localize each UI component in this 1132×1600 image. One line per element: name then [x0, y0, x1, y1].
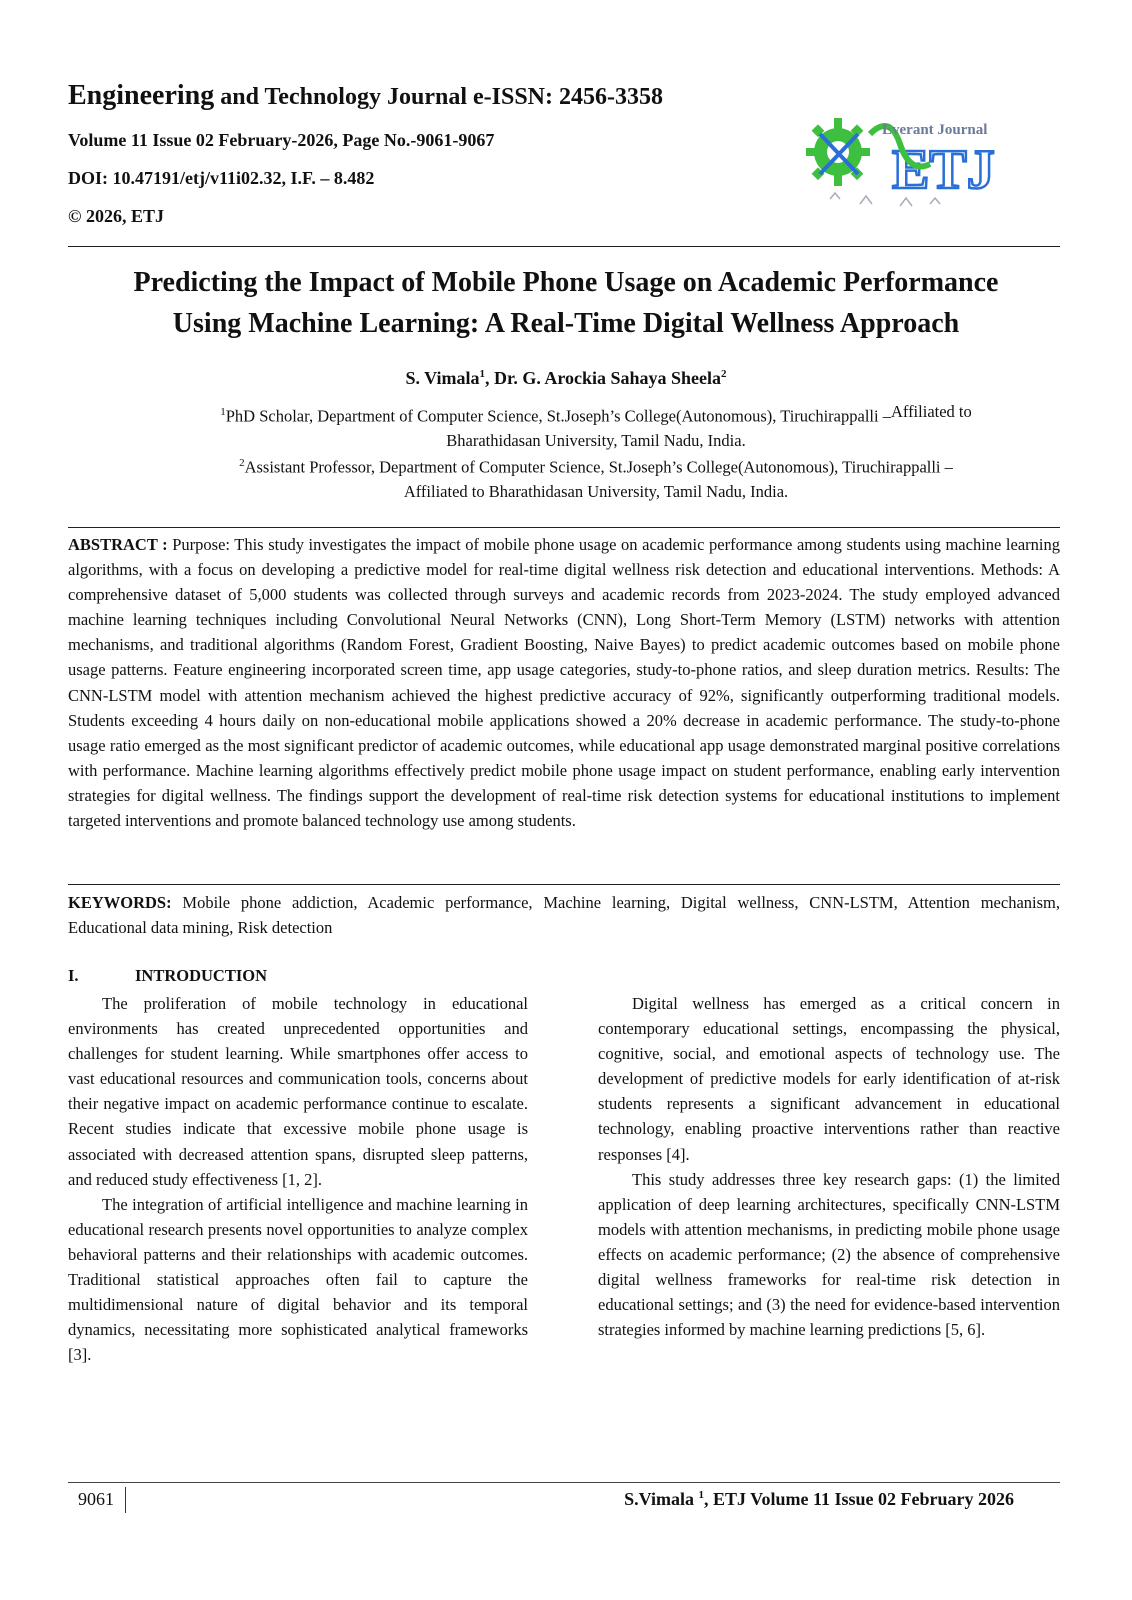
- abstract-bottom-rule: [68, 884, 1060, 885]
- keywords: [68, 890, 1060, 940]
- logo-letters: ETJ: [892, 139, 995, 201]
- section-heading: [68, 966, 267, 986]
- logo-tagline: Everant Journal: [882, 122, 988, 138]
- right-column: [598, 991, 1060, 1342]
- keywords-label: KEYWORDS:: [68, 893, 172, 912]
- volume-info: Volume 11 Issue 02 February-2026, Page No.-9061-9067: [68, 130, 495, 150]
- author-2: , Dr. G. Arockia Sahaya Sheela: [484, 368, 722, 388]
- keywords-text: Mobile phone addiction, Academic performance, Machine learning, Digital wellness, CNN-LSTM, Attention mechanism, Educational data mining, Risk detection: [68, 893, 1060, 937]
- page-number: 9061: [78, 1489, 114, 1509]
- affiliation-2-sup: 2: [239, 457, 245, 469]
- affiliation-1-line-2: Bharathidasan University, Tamil Nadu, India.: [446, 430, 746, 450]
- abstract-top-rule: [68, 527, 1060, 528]
- left-paragraph-2: The integration of artificial intelligence and machine learning in educational research presents novel opportunities to analyze complex behavioral patterns and their relationships with academic outcomes. Traditional statistical approaches often fail to capture the multidimensional nature of digital behavior and its temporal dynamics, necessitating more sophisticated analytical frameworks [3].: [68, 1194, 528, 1365]
- abstract: [68, 532, 1060, 833]
- journal-name-rest: and Technology Journal e-ISSN: 2456-3358: [214, 84, 663, 110]
- affiliation-1-tail: Affiliated to: [890, 401, 972, 421]
- footer-author: S.Vimala: [624, 1489, 699, 1509]
- abstract-label: ABSTRACT :: [68, 535, 173, 554]
- affiliation-1-sup: 1: [220, 406, 226, 418]
- affiliation-2-line-1: Assistant Professor, Department of Computer Science, St.Joseph’s College(Autonomous), Tiruchirappalli –: [244, 457, 953, 477]
- journal-name-lead: Engineering: [68, 80, 215, 111]
- author-list: [0, 368, 1132, 389]
- copyright-info: © 2026, ETJ: [68, 206, 164, 226]
- gear-logo-icon: [800, 104, 1020, 216]
- paper-title-line-1: Predicting the Impact of Mobile Phone Usage on Academic Performance: [133, 267, 999, 298]
- paper-title: [60, 262, 1072, 344]
- author-1-sup: 1: [479, 368, 485, 380]
- journal-name: [68, 80, 663, 112]
- left-column: [68, 991, 528, 1367]
- abstract-text: Purpose: This study investigates the impact of mobile phone usage on academic performance among students using machine learning algorithms, with a focus on developing a predictive model for real-time digital wellness risk detection and educational interventions. Methods: A comprehensive dataset of 5,000 students was collected through surveys and academic records from 2023-2024. The study employed advanced machine learning techniques including Convolutional Neural Networks (CNN), Long Short-Term Memory (LSTM) networks with attention mechanisms, and traditional algorithms (Random Forest, Gradient Boosting, Naive Bayes) to predict academic outcomes based on mobile phone usage patterns. Feature engineering incorporated screen time, app usage categories, study-to-phone ratios, and sleep duration metrics. Results: The CNN-LSTM model with attention mechanism achieved the highest predictive accuracy of 92%, significantly outperforming traditional models. Students exceeding 4 hours daily on non-educational mobile applications showed a 20% decrease in academic performance. The study-to-phone usage ratio emerged as the most significant predictor of academic outcomes, while educational app usage demonstrated marginal positive correlations with performance. Machine learning algorithms effectively predict mobile phone usage impact on student performance, enabling early intervention strategies for digital wellness. The findings support the development of real-time risk detection systems for educational institutions to implement targeted interventions and promote balanced technology use among students.: [68, 535, 1060, 831]
- right-paragraph-1: Digital wellness has emerged as a critical concern in contemporary educational settings, encompassing the physical, cognitive, social, and emotional aspects of technology use. The development of predictive models for early identification of at-risk students represents a significant advancement in educational technology, enabling proactive interventions rather than reactive responses [4].: [598, 994, 1060, 1164]
- section-number: I.: [68, 966, 79, 985]
- header-rule: [68, 246, 1060, 247]
- affiliation-2-line-2: Affiliated to Bharathidasan University, Tamil Nadu, India.: [403, 481, 789, 501]
- left-paragraph-1: The proliferation of mobile technology in educational environments has created unprecedented opportunities and challenges for student learning. While smartphones offer access to vast educational resources and communication tools, concerns about their negative impact on academic performance continue to escalate. Recent studies indicate that excessive mobile phone usage is associated with decreased attention spans, disrupted sleep patterns, and reduced study effectiveness [1, 2].: [68, 994, 528, 1189]
- author-1: S. Vimala: [405, 368, 480, 388]
- footer-citation: [624, 1489, 1014, 1510]
- page-number-divider: [125, 1487, 126, 1513]
- right-paragraph-2: This study addresses three key research gaps: (1) the limited application of deep learning architectures, specifically CNN-LSTM models with attention mechanisms, in predicting mobile phone usage effects on academic performance; (2) the absence of comprehensive digital wellness frameworks for real-time risk detection in educational settings; and (3) the need for evidence-based intervention strategies informed by machine learning predictions [5, 6].: [598, 1169, 1060, 1340]
- footer-rule: [68, 1482, 1060, 1483]
- journal-logo: [800, 104, 1020, 216]
- paper-title-line-2: Using Machine Learning: A Real-Time Digital Wellness Approach: [172, 308, 960, 339]
- author-2-sup: 2: [721, 368, 727, 380]
- affiliation-2: [150, 451, 1042, 504]
- doi-info: DOI: 10.47191/etj/v11i02.32, I.F. – 8.482: [68, 168, 375, 188]
- footer-journal: , ETJ Volume 11 Issue 02 February 2026: [703, 1489, 1014, 1509]
- affiliation-1: [150, 400, 1042, 453]
- affiliation-1-line-1: PhD Scholar, Department of Computer Science, St.Joseph’s College(Autonomous), Tiruchirappalli –: [225, 406, 891, 426]
- footer-author-sup: 1: [698, 1489, 704, 1501]
- section-title: INTRODUCTION: [135, 966, 268, 985]
